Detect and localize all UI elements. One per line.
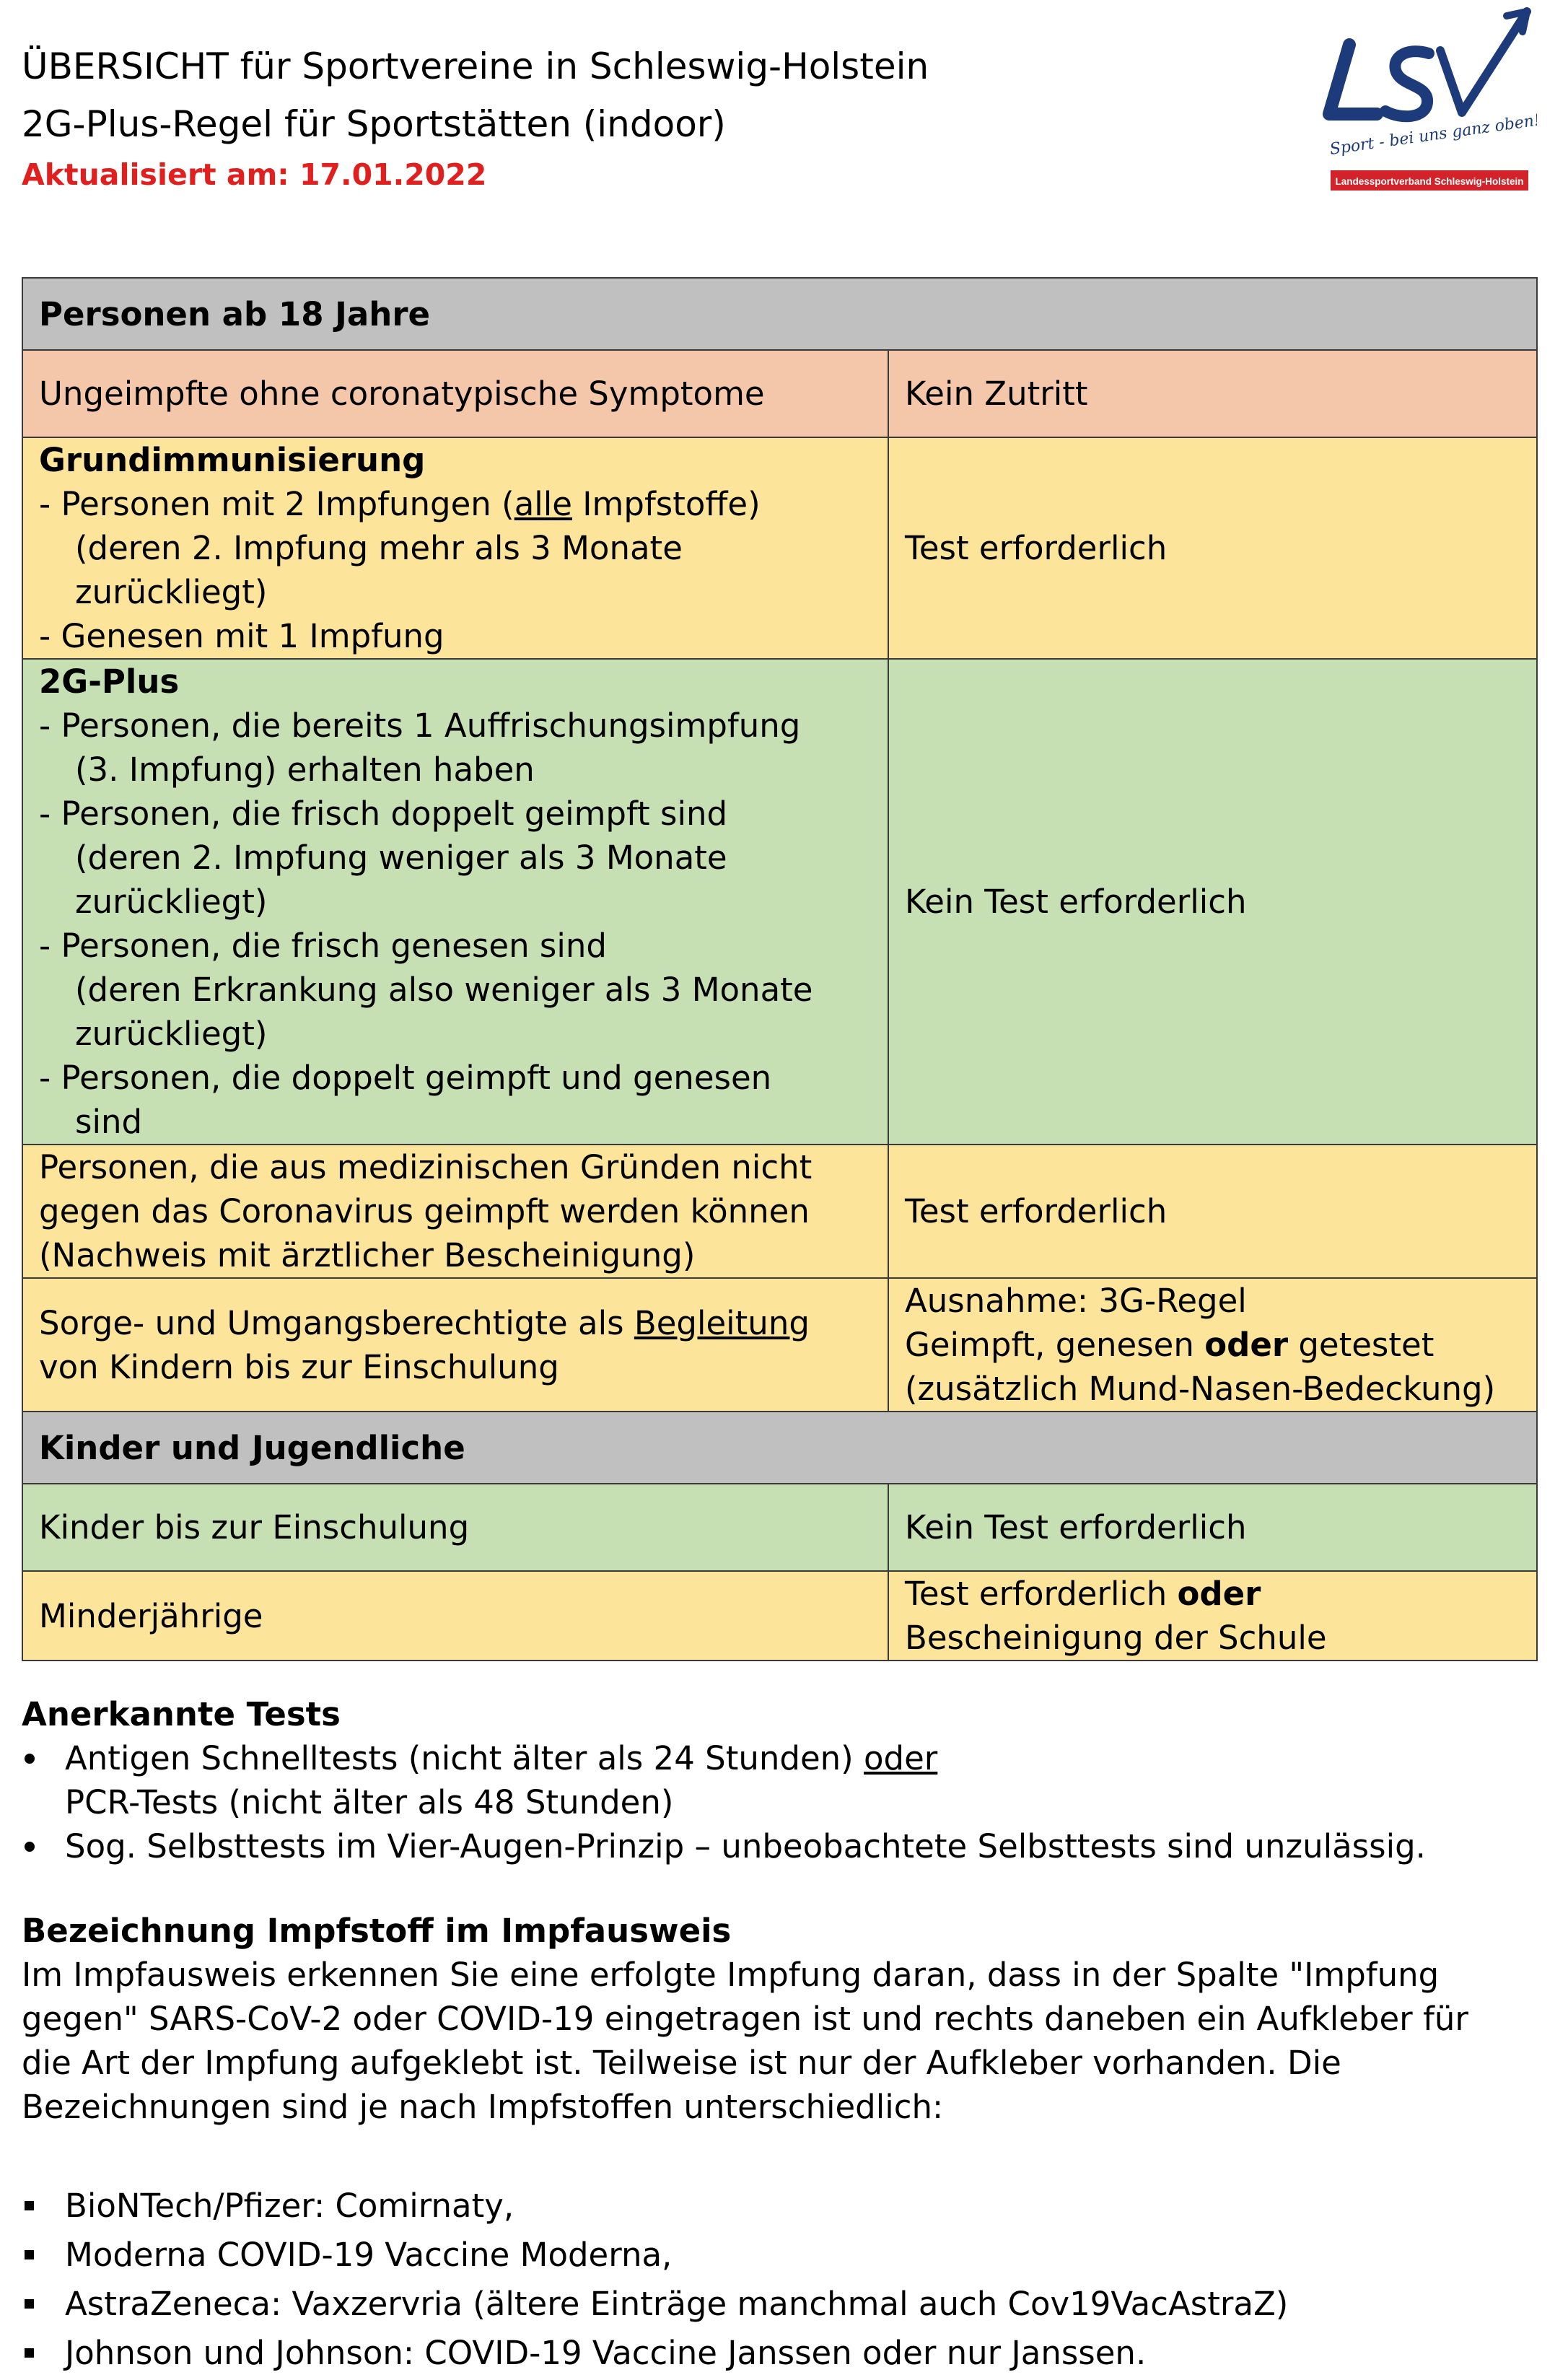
table-row	[22, 1412, 1537, 1484]
vaccine-paragraph	[22, 1953, 1537, 2129]
spacer	[22, 2129, 1537, 2184]
vaccine-heading: Bezeichnung Impfstoff im Impfausweis	[22, 1912, 732, 1950]
cell-test-required: Test erforderlich	[888, 437, 1537, 659]
2g-plus-line: (3. Impfung) erhalten haben	[75, 751, 535, 789]
exception-line: (zusätzlich Mund-Nasen-Bedeckung)	[905, 1370, 1496, 1408]
cell-minors: Minderjährige	[22, 1571, 888, 1661]
cell-minors-requirement	[888, 1571, 1537, 1661]
cell-no-test-required: Kein Test erforderlich	[888, 659, 1537, 1145]
vaccine-line: Bezeichnungen sind je nach Impfstoffen unterschiedlich:	[22, 2088, 944, 2126]
section-header-children: Kinder und Jugendliche	[22, 1412, 1537, 1484]
minors-bold-or: oder	[1177, 1575, 1261, 1613]
2g-plus-line: sind	[75, 1103, 143, 1141]
basic-line: (deren 2. Impfung mehr als 3 Monate	[75, 529, 683, 567]
tests-underlined-or: oder	[864, 1739, 938, 1777]
notes-section	[22, 1692, 1537, 2380]
svg-text:Sport - bei uns ganz oben!: Sport - bei uns ganz oben!	[1328, 111, 1537, 159]
cell-2g-plus	[22, 659, 888, 1145]
table-row	[22, 1278, 1537, 1412]
table-row	[22, 659, 1537, 1145]
page-subtitle: 2G-Plus-Regel für Sportstätten (indoor)	[22, 103, 726, 145]
table-row	[22, 1145, 1537, 1278]
basic-line: - Personen mit 2 Impfungen (	[39, 485, 514, 523]
list-item: BioNTech/Pfizer: Comirnaty,	[22, 2184, 1537, 2228]
medical-line: Personen, die aus medizinischen Gründen nicht	[39, 1148, 812, 1186]
cell-unvaccinated: Ungeimpfte ohne coronatypische Symptome	[22, 350, 888, 437]
2g-plus-heading: 2G-Plus	[39, 662, 180, 701]
2g-plus-line: - Personen, die doppelt geimpft und genesen	[39, 1059, 772, 1097]
cell-no-test-required: Kein Test erforderlich	[888, 1484, 1537, 1571]
guardians-line: von Kindern bis zur Einschulung	[39, 1347, 559, 1386]
cell-medical-exemption	[22, 1145, 888, 1278]
table-row	[22, 437, 1537, 659]
tests-heading: Anerkannte Tests	[22, 1695, 341, 1733]
2g-plus-line: (deren Erkrankung also weniger als 3 Monate	[75, 971, 813, 1009]
basic-underlined-all: alle	[514, 485, 572, 523]
list-item: AstraZeneca: Vaxzervria (ältere Einträge manchmal auch Cov19VacAstraZ)	[22, 2282, 1537, 2326]
exception-line: getestet	[1288, 1326, 1434, 1364]
list-item: Moderna COVID-19 Vaccine Moderna,	[22, 2233, 1537, 2277]
cell-basic-immunization	[22, 437, 888, 659]
basic-line: Impfstoffe)	[571, 485, 761, 523]
lsv-logo-graphic	[1320, 0, 1537, 201]
page-title: ÜBERSICHT für Sportvereine in Schleswig-Holstein	[22, 45, 929, 87]
2g-plus-line: zurückliegt)	[75, 883, 268, 921]
2g-plus-line: - Personen, die frisch genesen sind	[39, 927, 607, 965]
guardians-underlined: Begleitung	[634, 1303, 810, 1342]
medical-line: (Nachweis mit ärztlicher Bescheinigung)	[39, 1236, 696, 1274]
tests-item-text: PCR-Tests (nicht älter als 48 Stunden)	[65, 1783, 674, 1821]
exception-line: Ausnahme: 3G-Regel	[905, 1282, 1247, 1320]
minors-line: Test erforderlich	[905, 1575, 1178, 1613]
table-row	[22, 278, 1537, 350]
minors-line: Bescheinigung der Schule	[905, 1619, 1327, 1657]
tests-item-text: Antigen Schnelltests (nicht älter als 24 Stunden)	[65, 1739, 864, 1777]
rules-table	[22, 277, 1538, 1661]
table-row	[22, 1484, 1537, 1571]
vaccine-line: Im Impfausweis erkennen Sie eine erfolgte Impfung daran, dass in der Spalte "Impfung	[22, 1956, 1440, 1994]
exception-bold-or: oder	[1204, 1326, 1289, 1364]
cell-no-entry: Kein Zutritt	[888, 350, 1537, 437]
vaccine-list	[22, 2184, 1537, 2375]
tests-list	[22, 1736, 1537, 1868]
basic-line: - Genesen mit 1 Impfung	[39, 617, 444, 655]
2g-plus-line: - Personen, die bereits 1 Auffrischungsimpfung	[39, 706, 801, 745]
medical-line: gegen das Coronavirus geimpft werden können	[39, 1192, 810, 1230]
list-item: Johnson und Johnson: COVID-19 Vaccine Janssen oder nur Janssen.	[22, 2331, 1537, 2375]
lsv-logo	[1320, 0, 1537, 201]
list-item	[22, 1736, 1537, 1824]
section-header-adults: Personen ab 18 Jahre	[22, 278, 1537, 350]
table-row	[22, 1571, 1537, 1661]
spacer	[22, 1868, 1537, 1909]
2g-plus-line: zurückliegt)	[75, 1015, 268, 1053]
cell-3g-exception	[888, 1278, 1537, 1412]
2g-plus-line: - Personen, die frisch doppelt geimpft sind	[39, 795, 728, 833]
vaccine-line: gegen" SARS-CoV-2 oder COVID-19 eingetragen ist und rechts daneben ein Aufkleber für	[22, 2000, 1468, 2038]
list-item: Sog. Selbsttests im Vier-Augen-Prinzip – unbeobachtete Selbsttests sind unzulässig.	[22, 1824, 1537, 1868]
cell-guardians	[22, 1278, 888, 1412]
update-date: Aktualisiert am: 17.01.2022	[22, 157, 487, 192]
cell-preschool-children: Kinder bis zur Einschulung	[22, 1484, 888, 1571]
svg-text:Landessportverband Schleswig-H: Landessportverband Schleswig-Holstein	[1335, 176, 1524, 187]
exception-line: Geimpft, genesen	[905, 1326, 1205, 1364]
guardians-line: Sorge- und Umgangsberechtigte als	[39, 1303, 634, 1342]
2g-plus-line: (deren 2. Impfung weniger als 3 Monate	[75, 839, 727, 877]
table-row	[22, 350, 1537, 437]
cell-test-required: Test erforderlich	[888, 1145, 1537, 1278]
basic-line: zurückliegt)	[75, 573, 268, 611]
vaccine-line: die Art der Impfung aufgeklebt ist. Teilweise ist nur der Aufkleber vorhanden. Die	[22, 2044, 1341, 2082]
page-header	[22, 38, 929, 196]
basic-immunization-heading: Grundimmunisierung	[39, 441, 426, 479]
